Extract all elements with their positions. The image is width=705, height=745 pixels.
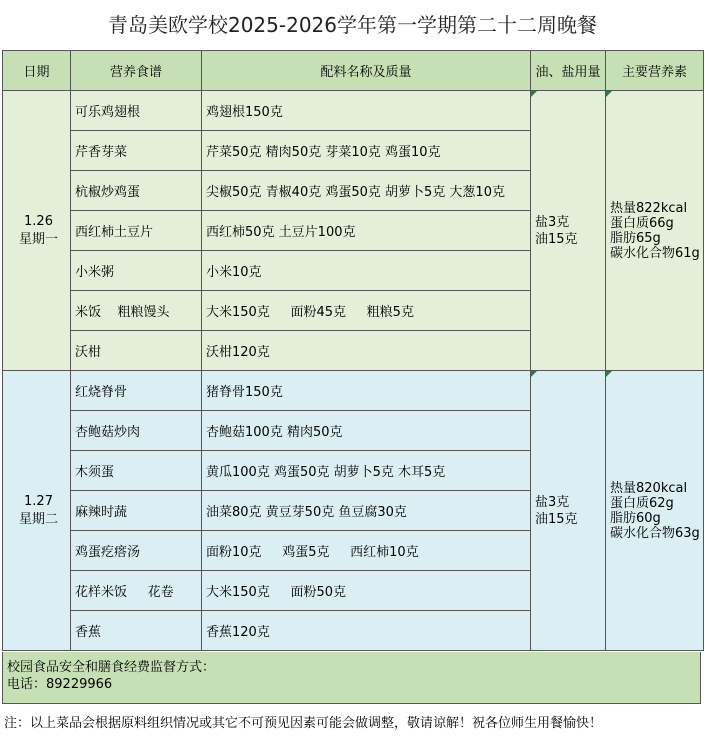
date-cell <box>3 371 71 651</box>
dish-ingredients: 小米10克 <box>202 251 531 291</box>
nutrition-cell <box>606 371 704 651</box>
dish-name: 芹香芽菜 <box>71 131 202 171</box>
weekday-value: 星期二 <box>18 511 58 527</box>
dish-name: 麻辣时蔬 <box>71 491 202 531</box>
header-dish: 营养食谱 <box>71 51 202 91</box>
dish-name: 花样米饭 花卷 <box>71 571 202 611</box>
dish-name: 沃柑 <box>71 331 202 371</box>
dish-ingredients: 尖椒50克 青椒40克 鸡蛋50克 胡萝卜5克 大葱10克 <box>202 171 531 211</box>
dish-ingredients: 沃柑120克 <box>202 331 531 371</box>
nutrition-energy: 热量820kcal <box>610 480 688 496</box>
dish-name: 木须蛋 <box>71 451 202 491</box>
supervision-label: 校园食品安全和膳食经费监督方式： <box>7 660 216 675</box>
dish-ingredients: 大米150克 面粉50克 <box>202 571 531 611</box>
header-date: 日期 <box>3 51 71 91</box>
nutrition-fat: 脂肪60g <box>610 510 661 526</box>
dish-name: 米饭 粗粮馒头 <box>71 291 202 331</box>
comment-marker <box>531 91 537 97</box>
comment-marker <box>606 371 612 377</box>
adjustment-note: 注：以上菜品会根据原料组织情况或其它不可预见因素可能会做调整，敬请谅解！祝各位师生用餐愉快！ <box>4 716 603 731</box>
dish-name: 杏鲍菇炒肉 <box>71 411 202 451</box>
comment-marker <box>606 91 612 97</box>
nutrition-cell <box>606 91 704 371</box>
nutrition-carbs: 碳水化合物63g <box>610 525 700 541</box>
oil-salt-cell <box>531 371 606 651</box>
oil-amount: 油15克 <box>535 231 578 247</box>
nutrition-energy: 热量822kcal <box>610 200 688 216</box>
oil-amount: 油15克 <box>535 511 578 527</box>
dish-name: 可乐鸡翅根 <box>71 91 202 131</box>
nutrition-fat: 脂肪65g <box>610 230 661 246</box>
page-title: 青岛美欧学校2025-2026学年第一学期第二十二周晚餐 <box>107 13 597 37</box>
table-row <box>3 91 704 131</box>
header-ingredients: 配料名称及质量 <box>202 51 531 91</box>
dish-name: 杭椒炒鸡蛋 <box>71 171 202 211</box>
nutrition-protein: 蛋白质62g <box>610 495 674 511</box>
dish-name: 鸡蛋疙瘩汤 <box>71 531 202 571</box>
dish-ingredients: 西红柿50克 土豆片100克 <box>202 211 531 251</box>
dish-ingredients: 黄瓜100克 鸡蛋50克 胡萝卜5克 木耳5克 <box>202 451 531 491</box>
dish-ingredients: 油菜80克 黄豆芽50克 鱼豆腐30克 <box>202 491 531 531</box>
dish-ingredients: 面粉10克 鸡蛋5克 西红柿10克 <box>202 531 531 571</box>
dish-name: 香蕉 <box>71 611 202 651</box>
nutrition-carbs: 碳水化合物61g <box>610 245 700 261</box>
supervision-phone: 电话：89229966 <box>7 677 113 692</box>
comment-marker <box>531 371 537 377</box>
date-value: 1.26 <box>24 213 53 229</box>
dish-ingredients: 杏鲍菇100克 精肉50克 <box>202 411 531 451</box>
header-oil-salt: 油、盐用量 <box>531 51 606 91</box>
dish-ingredients: 猪脊骨150克 <box>202 371 531 411</box>
supervision-info <box>2 652 701 704</box>
menu-table <box>2 50 704 651</box>
dish-ingredients: 芹菜50克 精肉50克 芽菜10克 鸡蛋10克 <box>202 131 531 171</box>
nutrition-protein: 蛋白质66g <box>610 215 674 231</box>
dish-name: 西红柿土豆片 <box>71 211 202 251</box>
salt-amount: 盐3克 <box>535 214 570 230</box>
dish-ingredients: 鸡翅根150克 <box>202 91 531 131</box>
date-value: 1.27 <box>24 493 53 509</box>
table-row <box>3 371 704 411</box>
dish-ingredients: 香蕉120克 <box>202 611 531 651</box>
dish-name: 红烧脊骨 <box>71 371 202 411</box>
dish-name: 小米粥 <box>71 251 202 291</box>
oil-salt-cell <box>531 91 606 371</box>
header-row <box>3 51 704 91</box>
date-cell <box>3 91 71 371</box>
dish-ingredients: 大米150克 面粉45克 粗粮5克 <box>202 291 531 331</box>
weekday-value: 星期一 <box>18 231 58 247</box>
salt-amount: 盐3克 <box>535 494 570 510</box>
header-nutrition: 主要营养素 <box>606 51 704 91</box>
